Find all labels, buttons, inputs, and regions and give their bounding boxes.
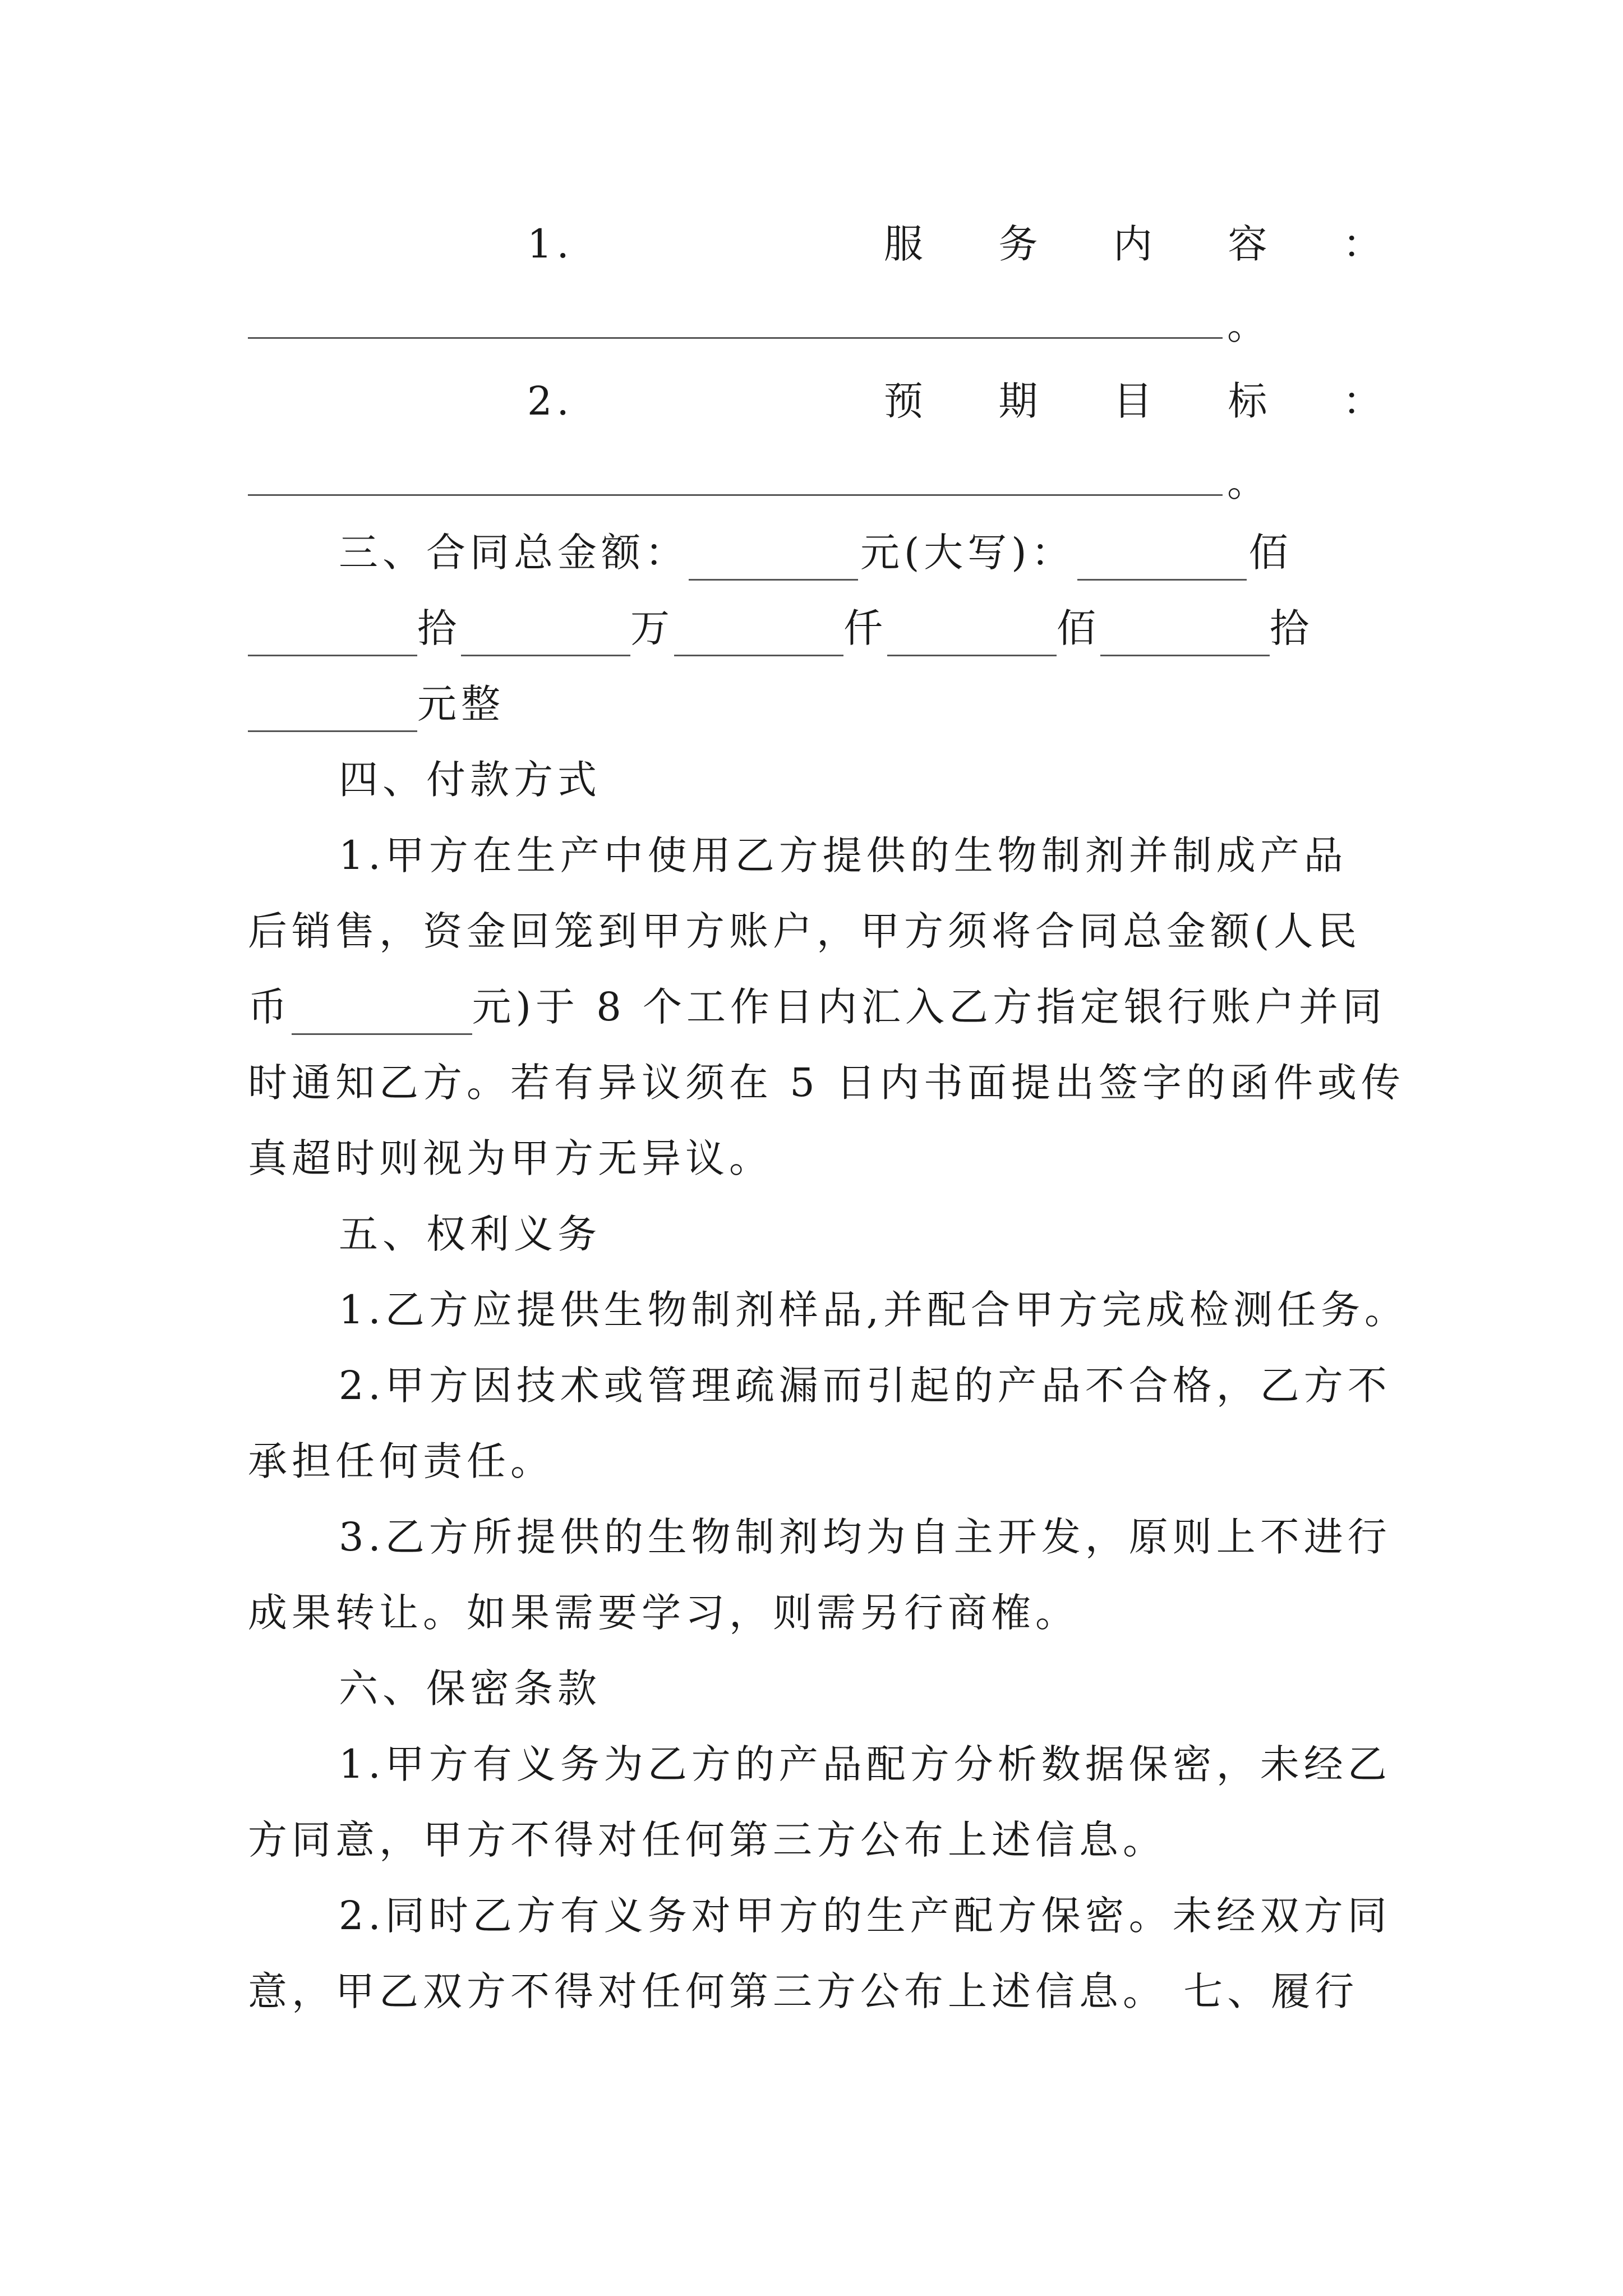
amount-end-label: 元整 <box>417 681 505 727</box>
label-colon: ： <box>1342 378 1386 424</box>
item-number: 1. <box>527 221 574 267</box>
paragraph-line: 承担任何责任。 <box>248 1438 554 1484</box>
expected-goal-label-row <box>527 373 1386 429</box>
paragraph-line: 后销售，资金回笼到甲方账户，甲方须将合同总金额(人民 <box>248 908 1362 954</box>
amount-blank[interactable] <box>689 542 858 581</box>
label-char: 目 <box>1113 378 1157 424</box>
amount-units-row <box>248 600 1386 656</box>
period: 。 <box>1227 302 1271 348</box>
amount-blank[interactable] <box>248 693 417 732</box>
text-fragment: 元)于 8 个工作日内汇入乙方指定银行账户并同 <box>472 984 1386 1030</box>
unit-label: 仟 <box>843 605 887 651</box>
fill-in-blank[interactable] <box>248 300 1223 339</box>
expected-goal-blank-row <box>248 454 1386 510</box>
label-colon: ： <box>1342 221 1386 267</box>
total-amount-row <box>339 524 1386 581</box>
paragraph-line: 1.乙方应提供生物制剂样品,并配合甲方完成检测任务。 <box>339 1287 1409 1333</box>
rmb-amount-blank[interactable] <box>292 996 472 1035</box>
section-heading-confidentiality: 六、保密条款 <box>339 1665 601 1711</box>
label-char: 容 <box>1228 221 1272 267</box>
unit-label: 佰 <box>1057 605 1100 651</box>
amount-daxie-label: 元(大写)： <box>860 530 1075 576</box>
paragraph-line: 方同意，甲方不得对任何第三方公布上述信息。 <box>248 1817 1166 1863</box>
service-content-label-row <box>527 216 1386 272</box>
fill-in-blank[interactable] <box>248 457 1223 496</box>
paragraph-line: 1.甲方在生产中使用乙方提供的生物制剂并制成产品 <box>339 832 1348 878</box>
label-char: 期 <box>998 378 1043 424</box>
paragraph-line: 意，甲乙双方不得对任何第三方公布上述信息。 七、履行 <box>248 1968 1359 2014</box>
paragraph-line: 真超时则视为甲方无异议。 <box>248 1135 773 1181</box>
label-char: 服 <box>883 221 928 267</box>
amount-blank[interactable] <box>1077 542 1247 581</box>
paragraph-line: 2.同时乙方有义务对甲方的生产配方保密。未经双方同 <box>339 1893 1391 1939</box>
amount-end-row <box>248 676 1386 732</box>
unit-label: 拾 <box>417 605 461 651</box>
paragraph-line: 时通知乙方。若有异议须在 5 日内书面提出签字的函件或传 <box>248 1060 1405 1106</box>
amount-blank[interactable] <box>674 618 843 656</box>
label-char: 内 <box>1113 221 1157 267</box>
section-heading: 三、合同总金额： <box>339 530 689 576</box>
amount-blank[interactable] <box>461 618 630 656</box>
paragraph-line <box>248 979 1386 1035</box>
unit-label: 万 <box>630 605 674 651</box>
unit-label: 佰 <box>1248 530 1293 576</box>
amount-blank[interactable] <box>1100 618 1270 656</box>
service-content-blank-row <box>248 297 1386 353</box>
amount-blank[interactable] <box>887 618 1057 656</box>
paragraph-line: 成果转让。如果需要学习，则需另行商榷。 <box>248 1590 1079 1636</box>
text-fragment: 币 <box>248 984 292 1030</box>
label-char: 务 <box>998 221 1043 267</box>
section-heading-rights: 五、权利义务 <box>339 1211 601 1257</box>
amount-blank[interactable] <box>248 618 417 656</box>
section-heading-payment: 四、付款方式 <box>339 757 601 803</box>
paragraph-line: 3.乙方所提供的生物制剂均为自主开发，原则上不进行 <box>339 1514 1391 1560</box>
label-char: 预 <box>883 378 928 424</box>
unit-label: 拾 <box>1270 605 1313 651</box>
item-number: 2. <box>527 378 574 424</box>
label-char: 标 <box>1228 378 1272 424</box>
paragraph-line: 2.甲方因技术或管理疏漏而引起的产品不合格，乙方不 <box>339 1363 1391 1409</box>
paragraph-line: 1.甲方有义务为乙方的产品配方分析数据保密，未经乙 <box>339 1741 1391 1787</box>
period: 。 <box>1227 459 1271 505</box>
